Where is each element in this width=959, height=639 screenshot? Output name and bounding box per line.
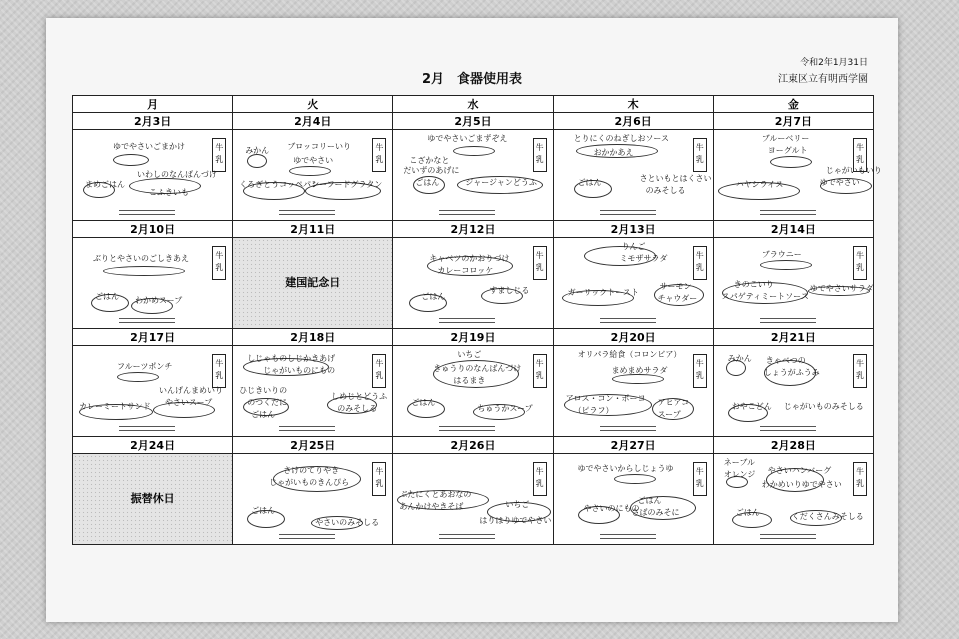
menu-item-label: きゃべつの xyxy=(765,356,806,365)
menu-item-label: やさいスープ xyxy=(165,398,213,407)
chopsticks-illustration xyxy=(279,426,335,431)
menu-item-label: ごはん xyxy=(421,292,446,301)
menu-cell xyxy=(233,346,393,437)
menu-cell xyxy=(233,130,393,221)
menu-item-label: オリパラ給食（コロンビア） xyxy=(577,350,682,359)
menu-item-label: のみそしる xyxy=(337,404,378,413)
menu-item-label: ごはん xyxy=(577,178,602,187)
date-cell: 2月24日 xyxy=(73,437,233,454)
date-cell: 2月28日 xyxy=(713,437,873,454)
menu-item-label: はりはりゆでやさい xyxy=(479,516,552,525)
menu-cell xyxy=(393,454,553,545)
menu-item-label: のみそしる xyxy=(645,186,686,195)
milk-box: 牛乳 xyxy=(212,246,226,280)
chopsticks-illustration xyxy=(439,426,495,431)
menu-item-label: スープ xyxy=(657,410,681,419)
menu-item-label: わかめいりゆでやさい xyxy=(761,480,842,489)
date-cell: 2月25日 xyxy=(233,437,393,454)
dish-illustration xyxy=(103,266,185,276)
date-cell: 2月5日 xyxy=(393,113,553,130)
holiday-label: 建国記念日 xyxy=(285,276,341,289)
menu-item-label: さといもとはくさい xyxy=(639,174,712,183)
holiday-cell xyxy=(233,238,393,329)
date-cell: 2月6日 xyxy=(553,113,713,130)
menu-item-label: ブラウニー xyxy=(761,250,802,259)
menu-item-label: やさいのみそしる xyxy=(315,518,380,527)
milk-box: 牛乳 xyxy=(533,246,547,280)
chopsticks-illustration xyxy=(760,426,816,431)
chopsticks-illustration xyxy=(600,210,656,215)
chopsticks-illustration xyxy=(439,318,495,323)
chopsticks-illustration xyxy=(600,318,656,323)
date-cell: 2月14日 xyxy=(713,221,873,238)
menu-cell xyxy=(233,454,393,545)
milk-box: 牛乳 xyxy=(853,138,867,172)
menu-item-label: のつくだに xyxy=(247,398,288,407)
milk-box: 牛乳 xyxy=(372,138,386,172)
menu-item-label: さばのみそに xyxy=(631,508,680,517)
milk-box: 牛乳 xyxy=(693,354,707,388)
menu-item-label: おかかあえ xyxy=(593,148,634,157)
menu-item-label: アヒアコ xyxy=(657,398,690,407)
menu-item-label: はるまき xyxy=(453,376,486,385)
date-cell: 2月7日 xyxy=(713,113,873,130)
menu-item-label: じゃがいものにもの xyxy=(263,366,336,375)
menu-item-label: きゅうりのなんばんづけ xyxy=(433,364,522,373)
menu-cell xyxy=(553,454,713,545)
milk-box: 牛乳 xyxy=(853,246,867,280)
page-title: 2月 食器使用表 xyxy=(421,72,523,87)
menu-cell xyxy=(73,238,233,329)
menu-item-label: アロス・コン・ポーヨ xyxy=(565,394,646,403)
dish-illustration xyxy=(770,156,812,168)
date-cell: 2月4日 xyxy=(233,113,393,130)
menu-item-label: きのこいり xyxy=(733,280,774,289)
milk-box: 牛乳 xyxy=(212,138,226,172)
menu-item-label: ちゅうかスープ xyxy=(477,404,533,413)
menu-item-label: いちご xyxy=(457,350,482,359)
dish-illustration xyxy=(760,260,812,270)
weekday-header: 金 xyxy=(713,96,873,113)
menu-item-label: ゆでやさい xyxy=(293,156,334,165)
menu-item-label: チャウダー xyxy=(657,294,698,303)
menu-cell xyxy=(393,346,553,437)
menu-item-label: ジャージャンどうふ xyxy=(465,178,537,187)
dish-illustration xyxy=(117,372,159,382)
milk-box: 牛乳 xyxy=(533,462,547,496)
menu-item-label: こざかなと xyxy=(409,156,450,165)
menu-item-label: カレーミートサンド xyxy=(79,402,151,411)
menu-item-label: いちご xyxy=(505,500,530,509)
menu-item-label: ごはん xyxy=(251,506,276,515)
date-cell: 2月26日 xyxy=(393,437,553,454)
menu-item-label: フルーツポンチ xyxy=(117,362,173,371)
milk-box: 牛乳 xyxy=(693,246,707,280)
menu-item-label: サーモン xyxy=(659,282,692,291)
menu-cell xyxy=(393,238,553,329)
chopsticks-illustration xyxy=(279,210,335,215)
holiday-label: 振替休日 xyxy=(130,492,175,505)
dish-illustration xyxy=(113,154,149,166)
menu-item-label: しょうがふうみ xyxy=(763,368,820,377)
milk-box: 牛乳 xyxy=(853,354,867,388)
date-cell: 2月18日 xyxy=(233,329,393,346)
menu-cell xyxy=(73,130,233,221)
issue-date: 令和2年1月31日 xyxy=(800,58,868,68)
menu-item-label: ごはん xyxy=(637,496,662,505)
menu-item-label: ごはん xyxy=(411,398,436,407)
menu-cell xyxy=(713,454,873,545)
menu-item-label: （ピラフ） xyxy=(573,406,614,415)
menu-item-label: ゆでやさい xyxy=(819,178,860,187)
menu-item-label: ゆでやさいからしじょうゆ xyxy=(577,464,674,473)
chopsticks-illustration xyxy=(279,534,335,539)
menu-item-label: まめまめサラダ xyxy=(611,366,668,375)
weekday-header: 木 xyxy=(553,96,713,113)
menu-item-label: やさいのにもの xyxy=(583,504,640,513)
menu-item-label: くだくさんみそしる xyxy=(791,512,864,521)
date-cell: 2月17日 xyxy=(73,329,233,346)
chopsticks-illustration xyxy=(760,534,816,539)
dish-illustration xyxy=(289,166,331,176)
date-cell: 2月21日 xyxy=(713,329,873,346)
menu-cell xyxy=(553,346,713,437)
menu-item-label: シーフードグラタン xyxy=(311,180,383,189)
chopsticks-illustration xyxy=(600,426,656,431)
milk-box: 牛乳 xyxy=(212,354,226,388)
menu-item-label: ブロッコリーいり xyxy=(287,142,352,151)
menu-item-label: さけのてりやき xyxy=(283,466,340,475)
chopsticks-illustration xyxy=(119,426,175,431)
menu-item-label: ハヤシライス xyxy=(735,180,784,189)
menu-item-label: じゃがいものきんぴら xyxy=(269,478,350,487)
milk-box: 牛乳 xyxy=(372,462,386,496)
menu-item-label: スパゲティミートソース xyxy=(721,292,809,301)
menu-item-label: じゃがいもいり xyxy=(825,166,882,175)
menu-item-label: やさいハンバーグ xyxy=(767,466,832,475)
dish-illustration xyxy=(247,154,267,168)
menu-item-label: りんご xyxy=(621,242,646,251)
chopsticks-illustration xyxy=(439,210,495,215)
chopsticks-illustration xyxy=(600,534,656,539)
menu-item-label: あんかけやきそば xyxy=(399,502,464,511)
dish-illustration xyxy=(614,474,656,484)
tableware-calendar xyxy=(72,95,882,545)
menu-cell xyxy=(713,130,882,221)
menu-item-label: ごはん xyxy=(95,292,119,301)
menu-item-label: ミモザサラダ xyxy=(619,254,668,263)
menu-item-label: だいずのあげに xyxy=(403,166,460,175)
menu-item-label: じゃがいものみそしる xyxy=(783,402,864,411)
menu-item-label: こふきいも xyxy=(149,188,189,197)
milk-box: 牛乳 xyxy=(533,138,547,172)
chopsticks-illustration xyxy=(439,534,495,539)
menu-item-label: ぶたにくとあおなの xyxy=(399,490,472,499)
menu-item-label: ゆでやさいごまかけ xyxy=(113,142,185,151)
menu-item-label: おやこどん xyxy=(731,402,772,411)
menu-item-label: キャベツのかおりづけ xyxy=(429,254,510,263)
holiday-cell xyxy=(73,454,233,545)
menu-item-label: まめごはん xyxy=(85,180,125,189)
date-cell: 2月13日 xyxy=(553,221,713,238)
menu-item-label: しめじとどうふ xyxy=(331,392,388,401)
menu-item-label: ヨーグルト xyxy=(767,146,808,155)
menu-item-label: みかん xyxy=(245,146,270,155)
menu-cell xyxy=(553,238,713,329)
menu-item-label: ブルーベリー xyxy=(761,134,810,143)
menu-item-label: ごはん xyxy=(251,410,276,419)
menu-item-label: しじゃものしじかきあげ xyxy=(247,354,336,363)
menu-item-label: くろざとうコッペパン xyxy=(239,180,320,189)
date-cell: 2月11日 xyxy=(233,221,393,238)
menu-item-label: ごはん xyxy=(415,178,440,187)
menu-item-label: ごはん xyxy=(735,508,760,517)
milk-box: 牛乳 xyxy=(693,462,707,496)
chopsticks-illustration xyxy=(119,210,175,215)
menu-item-label: とりにくのねぎしおソース xyxy=(573,134,670,143)
menu-item-label: ネーブル xyxy=(723,458,756,467)
menu-item-label: わかめスープ xyxy=(135,296,183,305)
milk-box: 牛乳 xyxy=(533,354,547,388)
menu-item-label: ぶりとやさいのごしきあえ xyxy=(93,254,189,263)
menu-cell xyxy=(553,130,713,221)
menu-cell xyxy=(713,238,873,329)
menu-item-label: ゆでやさいごまずぞえ xyxy=(427,134,508,143)
menu-item-label: カレーコロッケ xyxy=(437,266,494,275)
menu-sheet xyxy=(46,18,898,622)
menu-item-label: みかん xyxy=(727,354,752,363)
chopsticks-illustration xyxy=(760,210,816,215)
date-cell: 2月3日 xyxy=(73,113,233,130)
school-name: 江東区立有明西学園 xyxy=(778,74,868,85)
date-cell: 2月12日 xyxy=(393,221,553,238)
menu-item-label: ひじきいりの xyxy=(239,386,288,395)
date-cell: 2月19日 xyxy=(393,329,553,346)
date-cell: 2月10日 xyxy=(73,221,233,238)
menu-item-label: いんげんまめいり xyxy=(159,386,223,395)
menu-cell xyxy=(73,346,233,437)
date-cell: 2月27日 xyxy=(553,437,713,454)
milk-box: 牛乳 xyxy=(693,138,707,172)
date-cell: 2月20日 xyxy=(553,329,713,346)
menu-item-label: オレンジ xyxy=(723,470,756,479)
menu-item-label: ガーリックトースト xyxy=(567,288,639,297)
dish-illustration xyxy=(453,146,495,156)
weekday-header: 月 xyxy=(73,96,233,113)
weekday-header: 水 xyxy=(393,96,553,113)
weekday-header: 火 xyxy=(233,96,393,113)
chopsticks-illustration xyxy=(119,318,175,323)
milk-box: 牛乳 xyxy=(372,354,386,388)
menu-cell xyxy=(393,130,553,221)
menu-item-label: いわしのなんばんづけ xyxy=(137,170,217,179)
chopsticks-illustration xyxy=(760,318,816,323)
menu-item-label: ゆでやさいサラダ xyxy=(809,284,874,293)
milk-box: 牛乳 xyxy=(853,462,867,496)
menu-item-label: すましじる xyxy=(489,286,530,295)
menu-cell xyxy=(713,346,873,437)
